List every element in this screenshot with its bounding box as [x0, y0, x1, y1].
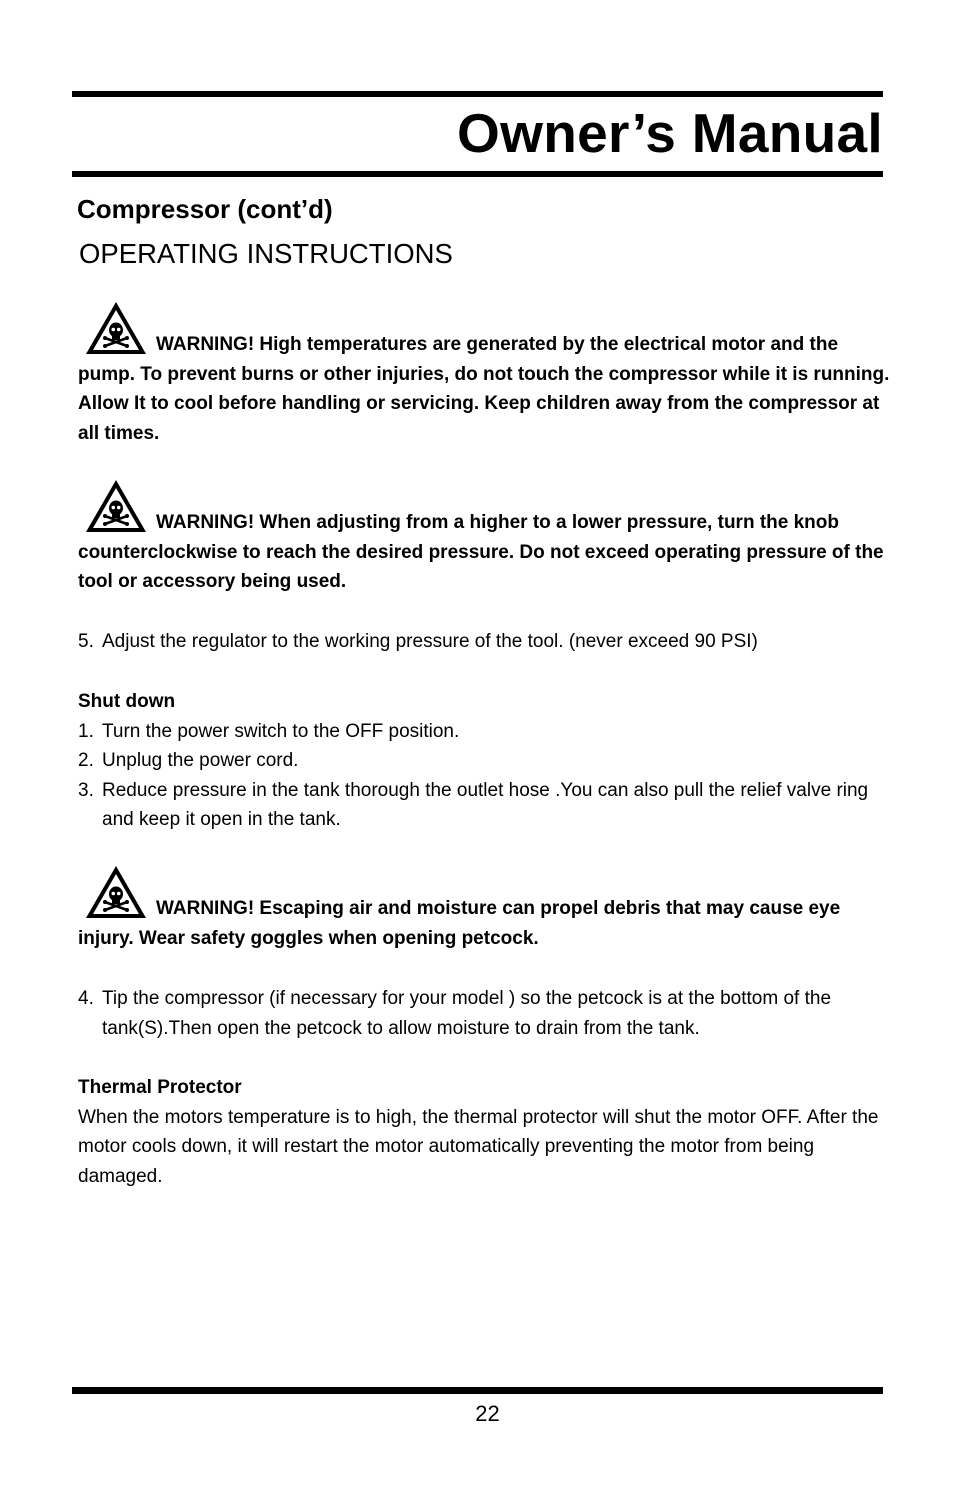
list-item	[78, 776, 892, 835]
header-rule-top	[72, 91, 883, 97]
list-item	[78, 717, 898, 747]
list-item	[78, 746, 898, 776]
warning-text: WARNING! High temperatures are generated by the electrical motor and the pump. To prevent burns or other injuries, do not touch the compressor while it is running. Allow It to cool before handling or servicing. Keep children away from the compressor at all times.	[78, 334, 890, 444]
list-text: Adjust the regulator to the working pressure of the tool. (never exceed 90 PSI)	[102, 631, 758, 652]
page-number: 22	[475, 1401, 500, 1426]
list-item	[78, 984, 912, 1043]
step-4	[78, 984, 898, 1043]
list-number: 2.	[78, 750, 94, 772]
skull-warning-icon	[84, 300, 148, 356]
header-rule-bottom	[72, 171, 883, 177]
list-number: 1.	[78, 720, 94, 742]
page-title: Owner’s Manual	[457, 102, 883, 164]
list-number: 5.	[78, 631, 94, 652]
shutdown-heading: Shut down	[78, 691, 176, 712]
list-text: Unplug the power cord.	[102, 750, 299, 772]
warning-high-temperature	[78, 300, 898, 448]
list-text: Reduce pressure in the tank thorough the outlet hose .You can also pull the relief valve ring and keep it open in the tank.	[102, 779, 869, 831]
warning-text: WARNING! Escaping air and moisture can propel debris that may cause eye injury. Wear safety goggles when opening petcock.	[78, 898, 841, 949]
step-5	[78, 627, 898, 657]
subsection-title: OPERATING INSTRUCTIONS	[79, 238, 453, 269]
footer-rule	[72, 1387, 883, 1394]
list-number: 3.	[78, 779, 94, 801]
thermal-heading: Thermal Protector	[78, 1077, 242, 1098]
section-title: Compressor (cont’d)	[77, 194, 333, 224]
shutdown-section	[78, 687, 898, 835]
warning-text: WARNING! When adjusting from a higher to a lower pressure, turn the knob counterclockwise to reach the desired pressure. Do not exceed operating pressure of the tool or accessory being used.	[78, 512, 884, 593]
skull-warning-icon	[84, 478, 148, 534]
list-text: Tip the compressor (if necessary for your model ) so the petcock is at the bottom of the tank(S).Then open the petcock to allow moisture to drain from the tank.	[102, 988, 832, 1039]
warning-escaping-air	[78, 864, 898, 953]
list-number: 4.	[78, 988, 94, 1009]
thermal-protector-section	[78, 1073, 900, 1191]
thermal-text: When the motors temperature is to high, the thermal protector will shut the motor OFF. After the motor cools down, it will restart the motor automatically preventing the motor from being damaged.	[78, 1106, 879, 1187]
list-text: Turn the power switch to the OFF position.	[102, 720, 460, 742]
warning-pressure-adjust	[78, 478, 898, 597]
skull-warning-icon	[84, 864, 148, 920]
list-item	[78, 627, 898, 657]
